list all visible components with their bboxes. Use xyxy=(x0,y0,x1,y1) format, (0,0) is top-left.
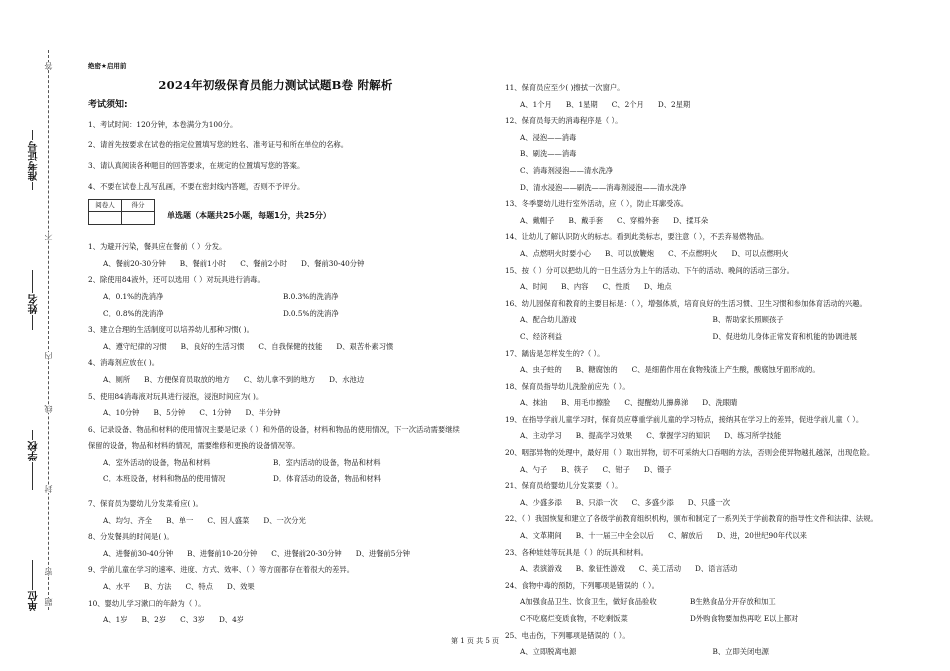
option-group xyxy=(88,513,463,530)
answer-option[interactable]: D、清水浸泡——刷洗——消毒剂浸泡——清水洗净 xyxy=(520,182,687,192)
question-text: 21、保育员给婴幼儿分发菜要（ ）。 xyxy=(505,481,623,491)
answer-option[interactable]: D、地点 xyxy=(643,282,672,292)
answer-option[interactable]: D、只盛一次 xyxy=(687,497,731,507)
question-text: 24、食物中毒的预防，下列哪项是错误的（ ）。 xyxy=(505,580,659,590)
option-group xyxy=(505,246,905,263)
option-group xyxy=(505,561,905,578)
note-item: 2、请首先按要求在试卷的指定位置填写您的姓名、准考证号和所在单位的名称。 xyxy=(88,140,349,150)
question-text: 22、（ ）我国恢复和建立了各级学前教育组织机构，颁布和制定了一系列关于学前教育的指导性文件和法律、法规。 xyxy=(505,514,878,524)
question-text: 14、让幼儿了解认识防火的标志。看到此类标志，要注意（ ），不丢弃易燃物品。 xyxy=(505,232,769,242)
answer-option[interactable]: D、语言活动 xyxy=(695,564,738,574)
answer-option[interactable]: D.0.5%的洗消净 xyxy=(283,308,339,318)
question-item xyxy=(88,239,463,272)
option-group xyxy=(505,213,905,230)
answer-option[interactable]: C、3岁 xyxy=(180,615,205,625)
answer-option[interactable]: A、点燃明火时要小心 xyxy=(520,248,591,258)
question-item xyxy=(505,113,905,196)
question-text: 25、电击伤，下列哪项是错误的（ ）。 xyxy=(505,630,630,640)
score-table xyxy=(88,199,155,225)
answer-option[interactable]: B、戴手套 xyxy=(568,215,604,225)
question-text: 5、使用84消毒液对玩具进行浸泡，浸泡时间应为( )。 xyxy=(88,391,264,401)
question-text: 3、建立合理的生活制度可以培养幼儿那种习惯( )。 xyxy=(88,325,254,335)
option-group xyxy=(88,339,463,356)
option-group xyxy=(505,279,905,296)
option-group xyxy=(88,579,463,596)
answer-option[interactable]: A、进餐前30-40分钟 xyxy=(103,548,174,558)
question-text: 23、各种娃娃等玩具是（ ）的玩具和材料。 xyxy=(505,547,648,557)
answer-option[interactable]: A．0.1%的洗消净 xyxy=(103,291,164,301)
note-item: 3、请认真阅读各种题目的回答要求，在规定的位置填写您的答案。 xyxy=(88,160,305,170)
answer-option[interactable]: D．体育活动的设备，物品和材料 xyxy=(273,474,382,484)
name-label: 姓名 xyxy=(29,294,40,314)
question-text: 13、冬季婴幼儿进行室外活动，应（ ），防止耳廓受冻。 xyxy=(505,199,689,209)
question-text: 1、为避开污染，餐具应在餐前（ ）分发。 xyxy=(88,242,227,252)
answer-option[interactable]: B、良好的生活习惯 xyxy=(180,341,245,351)
answer-option[interactable]: B、2岁 xyxy=(141,615,167,625)
question-text: 15、按（ ）分可以把幼儿的一日生活分为上午的活动、下午的活动、晚间的活动三部分。 xyxy=(505,265,794,275)
answer-option[interactable]: C、2个月 xyxy=(611,99,644,109)
answer-option[interactable]: A、餐前20-30分钟 xyxy=(103,258,166,268)
question-item xyxy=(88,422,463,488)
answer-option[interactable]: B、单一 xyxy=(166,515,194,525)
option-group xyxy=(505,97,905,114)
answer-option[interactable]: C不吃腐烂变质食物，不吃剩饭菜 xyxy=(520,614,628,623)
answer-option[interactable]: B、象征性游戏 xyxy=(575,564,625,574)
question-item xyxy=(505,412,905,445)
option-group xyxy=(505,362,905,379)
option-group xyxy=(88,372,463,389)
answer-option[interactable]: C、提醒幼儿擤鼻涕 xyxy=(624,398,689,408)
question-item xyxy=(88,355,463,388)
question-item xyxy=(88,322,463,355)
answer-option[interactable]: B、内容 xyxy=(561,282,589,292)
question-list xyxy=(505,80,905,661)
answer-option[interactable]: C、不点燃明火 xyxy=(668,248,718,258)
option-group xyxy=(88,455,463,488)
question-item xyxy=(505,379,905,412)
answer-option[interactable]: A、1个月 xyxy=(520,99,552,109)
question-text: 16、幼儿园保育和教育的主要目标是：（ ），增强体质，培育良好的生活习惯、卫生习惯和参加体育活动的兴趣。 xyxy=(505,298,867,308)
question-text: 20、咽部异物的处理中，最好用（ ）取出异物，切不可采纳大口吞咽的方法，否则会使异物越扎越深，出现危险。 xyxy=(505,448,875,458)
option-group xyxy=(88,289,463,322)
answer-option[interactable]: C．本班设备，材料和物品的使用情况 xyxy=(103,474,226,484)
seal-mark: 密 xyxy=(44,568,53,576)
school-label: 学校 xyxy=(29,441,40,461)
question-list xyxy=(88,239,463,629)
note-item: 4、不要在试卷上乱写乱画，不要在密封线内答题，否则不予评分。 xyxy=(88,181,305,191)
answer-option[interactable]: D、2星期 xyxy=(657,99,691,109)
seal-mark: 答 xyxy=(44,62,53,70)
answer-option[interactable]: A、抹油 xyxy=(520,398,548,408)
question-item xyxy=(88,596,463,629)
seal-mark: 内 xyxy=(44,352,53,360)
answer-option[interactable]: A、时间 xyxy=(520,282,548,292)
answer-option[interactable]: C、性质 xyxy=(602,282,630,292)
score-cell[interactable] xyxy=(122,212,155,225)
option-group xyxy=(505,130,905,196)
answer-option[interactable]: B、只添一次 xyxy=(575,497,618,507)
answer-option[interactable]: C、因人盛菜 xyxy=(207,515,250,525)
answer-option[interactable]: B、方法 xyxy=(144,582,172,592)
answer-option[interactable]: C、多盛少添 xyxy=(631,497,674,507)
answer-option[interactable]: C、钳子 xyxy=(602,464,630,474)
answer-option[interactable]: B生熟食品分开存放和加工 xyxy=(690,597,776,607)
seal-mark: 不 xyxy=(44,232,53,240)
option-group xyxy=(505,495,905,512)
page-footer: 第 1 页 共 5 页 xyxy=(450,637,500,645)
answer-option[interactable]: D、洗眼睛 xyxy=(702,398,738,408)
answer-option[interactable]: A、立即脱离电源 xyxy=(520,647,577,657)
question-text: 17、龋齿是怎样发生的?（ ）。 xyxy=(505,348,605,358)
answer-option[interactable]: A、均匀、齐全 xyxy=(103,515,153,525)
question-item xyxy=(505,196,905,229)
unit-label: 单位 xyxy=(29,591,40,611)
question-item xyxy=(505,545,905,578)
answer-option[interactable]: D、可以点燃明火 xyxy=(731,248,789,258)
question-item xyxy=(505,346,905,379)
answer-option[interactable]: B、可以放鞭炮 xyxy=(604,248,655,258)
left-column xyxy=(88,58,463,629)
answer-option[interactable]: C、自我保健的技能 xyxy=(258,341,323,351)
answer-option[interactable]: C、美工活动 xyxy=(638,564,681,574)
question-text: 12、保育员每天的消毒程序是（ ）。 xyxy=(505,116,623,126)
question-item xyxy=(505,80,905,113)
answer-option[interactable]: A、勺子 xyxy=(520,464,548,474)
question-text: 19、在指导学前儿童学习时，保育员应尊重学前儿童的学习特点，接纳其在学习上的差异，促进学前儿童（ ）。 xyxy=(505,414,864,424)
answer-option[interactable]: C、餐前2小时 xyxy=(240,258,288,268)
answer-option[interactable]: B、十一届三中全会以后 xyxy=(575,531,655,541)
answer-option[interactable]: C、是细菌作用在食物残渣上产生酸，酸腐蚀牙面形成的。 xyxy=(631,365,820,375)
question-text: 18、保育员指导幼儿洗脸前应先（ ）。 xyxy=(505,381,630,391)
score-header-score: 得分 xyxy=(122,200,155,212)
question-item xyxy=(505,445,905,478)
question-item xyxy=(88,272,463,322)
question-text: 8、分发餐具的时间是( )。 xyxy=(88,532,174,542)
answer-option[interactable]: B、立即关闭电源 xyxy=(712,647,769,657)
question-item xyxy=(88,562,463,595)
answer-option[interactable]: B、方便保育员取放的地方 xyxy=(144,374,230,384)
answer-option[interactable]: B、提高学习效果 xyxy=(575,431,633,441)
option-group xyxy=(505,312,905,345)
answer-option[interactable]: D、效果 xyxy=(226,582,255,592)
answer-option[interactable]: C、解放后 xyxy=(668,531,703,541)
answer-option[interactable]: D、4岁 xyxy=(218,615,245,625)
answer-option[interactable]: D、一次分光 xyxy=(263,515,306,525)
option-group xyxy=(505,644,905,661)
answer-option[interactable]: D、镊子 xyxy=(643,464,672,474)
answer-option[interactable]: B、用毛巾擦脸 xyxy=(561,398,611,408)
right-column xyxy=(505,80,905,661)
secret-label: 绝密★启用前 xyxy=(88,62,127,70)
option-group xyxy=(88,256,463,273)
answer-option[interactable]: C、掌握学习的知识 xyxy=(646,431,711,441)
option-group xyxy=(505,462,905,479)
binding-margin xyxy=(0,0,66,671)
exam-title: 2024年初级保育员能力测试试题B卷 附解析 xyxy=(158,77,393,92)
answer-option[interactable]: A、1岁 xyxy=(103,615,128,625)
answer-option[interactable]: B、5分钟 xyxy=(153,408,186,418)
question-item xyxy=(505,578,905,628)
answer-option[interactable]: B、糖腐蚀的 xyxy=(575,365,618,375)
option-group xyxy=(88,405,463,422)
note-item: 1、考试时间：120分钟，本卷满分为100分。 xyxy=(88,119,238,129)
answer-option[interactable]: C、经济利益 xyxy=(520,331,563,341)
score-cell[interactable] xyxy=(89,212,122,225)
answer-option[interactable]: A、虫子蛀的 xyxy=(520,365,562,375)
answer-option[interactable]: D外购食物要加热再吃 E以上都对 xyxy=(690,614,799,623)
answer-option[interactable]: C、消毒剂浸泡——清水洗净 xyxy=(520,165,614,175)
answer-option[interactable]: A、戴帽子 xyxy=(520,215,555,225)
score-row xyxy=(88,199,463,225)
answer-option[interactable]: A．室外活动的设备，物品和材料 xyxy=(103,457,211,467)
seal-mark: 题 xyxy=(44,598,53,606)
answer-option[interactable]: D、进，20世纪90年代以来 xyxy=(716,531,807,541)
question-item xyxy=(505,296,905,346)
answer-option[interactable]: B、1星期 xyxy=(565,99,598,109)
question-item xyxy=(505,229,905,262)
answer-option[interactable]: D、水池边 xyxy=(329,374,365,384)
score-header-grader: 阅卷人 xyxy=(89,200,122,212)
answer-option[interactable]: B．室内活动的设备，物品和材料 xyxy=(273,457,381,467)
answer-option[interactable]: A、10分钟 xyxy=(103,408,140,418)
answer-option[interactable]: C．0.8%的洗消净 xyxy=(103,308,164,318)
answer-option[interactable]: A、配合幼儿游戏 xyxy=(520,315,577,325)
answer-option[interactable]: C、特点 xyxy=(185,582,213,592)
question-item xyxy=(88,389,463,422)
question-text: 9、学前儿童在学习的速率、进度、方式、效率、（ ）等方面都存在着很大的差异。 xyxy=(88,565,354,575)
seal-line xyxy=(48,50,49,610)
id-number-label: 准考证号 xyxy=(29,141,40,181)
answer-option[interactable]: C、穿棉外套 xyxy=(617,215,660,225)
question-text: 7、保育员为婴幼儿分发菜肴应( )。 xyxy=(88,499,203,509)
answer-option[interactable]: A、遵守纪律的习惯 xyxy=(103,341,167,351)
question-text: 2、除使用84液外，还可以选用（ ）对玩具进行消毒。 xyxy=(88,275,265,285)
question-item xyxy=(505,478,905,511)
notes-heading: 考试须知: xyxy=(88,100,128,111)
answer-option[interactable]: D、练习所学技能 xyxy=(724,431,782,441)
question-text: 4、消毒剂应放在( )。 xyxy=(88,358,160,368)
answer-option[interactable]: A、厕所 xyxy=(103,374,131,384)
question-item xyxy=(88,529,463,562)
option-group xyxy=(505,428,905,445)
option-group xyxy=(505,528,905,545)
answer-option[interactable]: B.0.3%的洗消净 xyxy=(283,291,339,301)
answer-option[interactable]: D、进餐前5分钟 xyxy=(355,548,410,558)
option-group xyxy=(88,546,463,563)
answer-option[interactable]: D、促进幼儿身体正常发育和机能的协调进展 xyxy=(712,331,857,341)
answer-option[interactable]: C、幼儿拿不到的地方 xyxy=(243,374,316,384)
answer-option[interactable]: B、进餐前10-20分钟 xyxy=(187,548,258,558)
question-text: 10、婴幼儿学习漱口的年龄为（ ）。 xyxy=(88,598,206,608)
section-title: 单选题（本题共25小题，每题1分，共25分） xyxy=(167,210,331,220)
seal-mark: 封 xyxy=(44,485,53,493)
answer-option[interactable]: A加强食品卫生、饮食卫生，做好食品验收 xyxy=(520,597,657,607)
answer-option[interactable]: B、筷子 xyxy=(561,464,589,474)
question-text: 11、保育员应至少( )擦拭一次窗户。 xyxy=(505,83,625,92)
answer-option[interactable]: D、揉耳朵 xyxy=(673,215,709,225)
answer-option[interactable]: D、艰苦朴素习惯 xyxy=(336,341,394,351)
answer-option[interactable]: C、1分钟 xyxy=(199,408,232,418)
question-item xyxy=(505,511,905,544)
option-group xyxy=(88,612,463,629)
answer-option[interactable]: D、半分钟 xyxy=(245,408,281,418)
answer-option[interactable]: B、帮助家长照顾孩子 xyxy=(712,315,784,325)
question-item xyxy=(505,263,905,296)
option-group xyxy=(505,594,905,627)
answer-option[interactable]: A、主动学习 xyxy=(520,431,562,441)
answer-option[interactable]: B、餐前1小时 xyxy=(179,258,227,268)
question-item xyxy=(88,496,463,529)
answer-option[interactable]: C、进餐前20-30分钟 xyxy=(271,548,342,558)
seal-mark: 线 xyxy=(44,405,53,413)
option-group xyxy=(505,395,905,412)
answer-option[interactable]: A、少盛多添 xyxy=(520,497,562,507)
answer-option[interactable]: D、餐前30-40分钟 xyxy=(301,258,365,268)
answer-option[interactable]: A、浸泡——消毒 xyxy=(520,132,577,142)
answer-option[interactable]: A、水平 xyxy=(103,582,131,592)
answer-option[interactable]: A、文革期间 xyxy=(520,531,562,541)
question-text: 6、记录设备、物品和材料的使用情况主要是记录（ ）和外借的设备，材料和物品的使用情况，下一次活动需要继续保留的设备，物品和材料的情况，需要维修和更换的设备情况等。 xyxy=(88,424,460,451)
answer-option[interactable]: A、表演游戏 xyxy=(520,564,562,574)
answer-option[interactable]: B、刷洗——消毒 xyxy=(520,149,577,159)
